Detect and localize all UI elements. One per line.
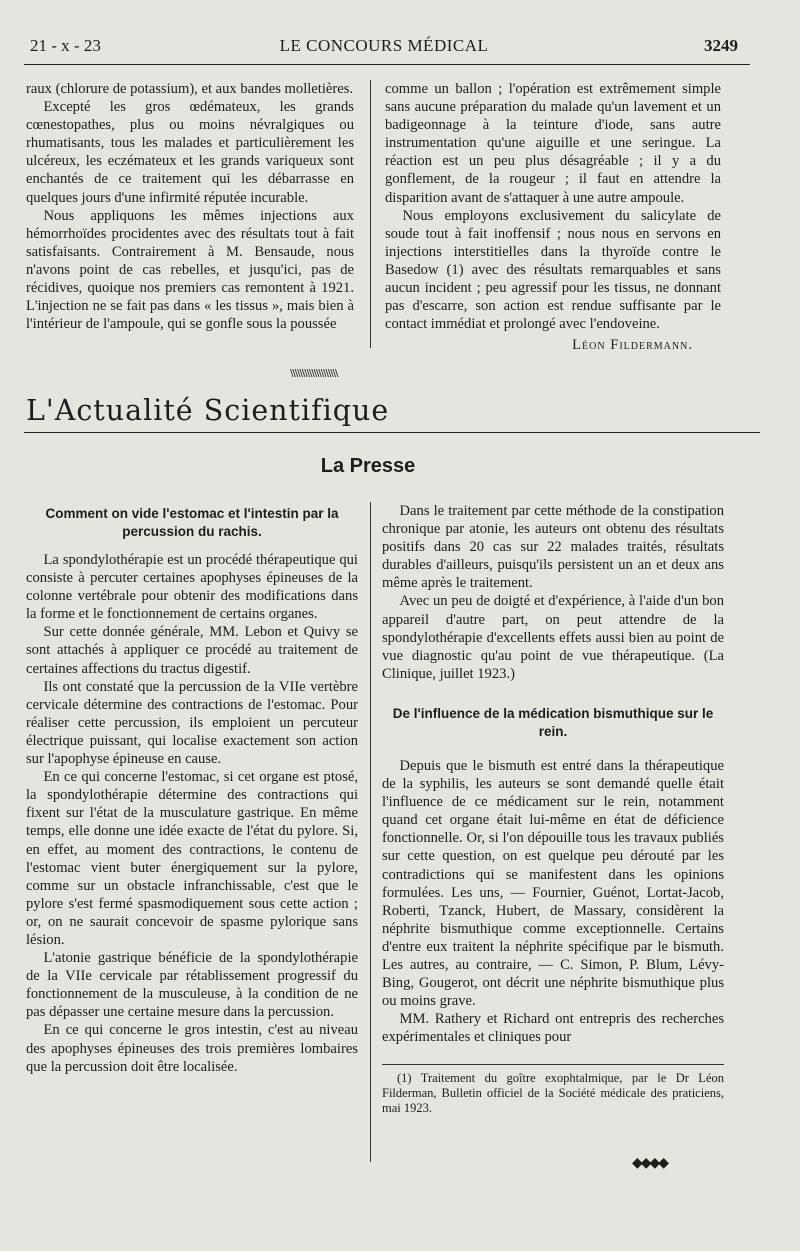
paragraph: Ils ont constaté que la percussion de la VIIe vertèbre cervicale détermine des contractions de l'estomac. Pour réaliser cette percussion, ils emploient un percuteur électrique puissant, qui localise exactement son action sur l'apophyse épineuse en cause. xyxy=(26,678,358,768)
citation: (La Clinique, juillet 1923.) xyxy=(382,647,724,682)
paragraph-text: Avec un peu de doigté et d'expérience, à l'aide d'un bon appareil d'autre part, on peut attendre de la spondylothérapie d'excellents effets aussi bien au point de vue diagnostic qu'au point de vue thérapeutique. xyxy=(382,593,724,664)
column-divider xyxy=(370,80,371,348)
decorative-rule: \\\\\\\\\\\\\\\\\\\\ xyxy=(290,368,338,379)
section-title: L'Actualité Scientifique xyxy=(26,394,390,427)
column-divider xyxy=(370,502,371,1162)
page-number: 3249 xyxy=(704,36,738,55)
section-subtitle: La Presse xyxy=(320,455,416,477)
footnote-rule xyxy=(382,1064,724,1065)
paragraph: L'atonie gastrique bénéficie de la spondylothérapie de la VIIe cervicale par rétablissement progressif du fonctionnement de la musculeuse, à la condition de ne pas dépasser une certaine mesure dans la percussion. xyxy=(26,950,358,1021)
header-rule xyxy=(24,64,750,65)
author-signature: Léon Fildermann. xyxy=(572,337,693,354)
section-rule xyxy=(24,432,760,433)
paragraph: Excepté les gros œdémateux, les grands cœnestopathes, plus ou moins névralgiques ou rhumatisants, tous les malades et particulièrement les ulcéreux, les eczémateux et les grands variqueux sont enchantés de ce traitement qui les débarrasse en quelques jours d'une infirmité réputée incurable. xyxy=(26,99,354,206)
top-article-left-column xyxy=(26,80,354,333)
paragraph: La spondylothérapie est un procédé thérapeutique qui consiste à percuter certaines apophyses épineuses de la colonne vertébrale pour obtenir des modifications dans la forme et le fonctionnement de certains organes. xyxy=(26,552,358,623)
journal-title: LE CONCOURS MÉDICAL xyxy=(279,36,489,55)
paragraph xyxy=(382,592,724,682)
paragraph: raux (chlorure de potassium), et aux bandes molletières. xyxy=(26,81,354,97)
article-right-column xyxy=(382,502,724,1116)
article1-left-column xyxy=(26,505,358,1076)
paragraph: Sur cette donnée générale, MM. Lebon et Quivy se sont attachés à appliquer ce procédé au traitement de certaines affections du tractus digestif. xyxy=(26,624,358,677)
end-ornament: ◆◆◆◆ xyxy=(632,1155,668,1171)
paragraph: Nous appliquons les mêmes injections aux hémorrhoïdes procidentes avec des résultats tout à fait satisfaisants. Contrairement à M. Bensaude, nous n'avons point de cas rebelles, et jusqu'ici, pas de récidives, quoique nos premiers cas remontent à 1921. L'injection ne se fait pas dans « les tissus », mais bien à l'intérieur de l'ampoule, qui se gonfle sous la poussée xyxy=(26,207,354,333)
paragraph: comme un ballon ; l'opération est extrêmement simple sans aucune préparation du malade qu'un lavement et un badigeonnage à la teinture d'iode, sans autre instrumentation qu'une aiguille et une seringue. La réaction est un peu plus désagréable ; il y a du gonflement, de la rougeur ; il faut en attendre la disparition avant de s'attaquer à une autre ampoule. xyxy=(385,81,721,206)
article-title: Comment on vide l'estomac et l'intestin par la percussion du rachis. xyxy=(45,506,339,539)
paragraph: En ce qui concerne l'estomac, si cet organe est ptosé, la spondylothérapie détermine des contractions qui fixent sur l'état de la musculature gastrique. En même temps, elle donne une idée exacte de l'état du pylore. Si, en effet, au moment des contractions, le contenu de l'estomac vient buter énergiquement sur la pylore, comme sur un obstacle infranchissable, c'est que le pylore s'est fermé spasmodiquement sous cette action ; or, on ne saurait concevoir de spasme pylorique sans lésion. xyxy=(26,769,358,948)
paragraph: Nous employons exclusivement du salicylate de soude tout à fait inoffensif ; nous nous en servons en injections interstitielles dans la thyroïde contre le Basedow (1) avec des résultats remarquables et sans aucun incident ; peu agressif pour les tissus, ne donnant pas d'escarre, son action est rendue suffisante par le contact immédiat et prolongé avec l'endoveine. xyxy=(385,207,721,333)
paragraph: En ce qui concerne le gros intestin, c'est au niveau des apophyses épineuses des trois premières lombaires que la percussion doit être localisée. xyxy=(26,1022,358,1075)
footnote: (1) Traitement du goître exophtalmique, par le Dr Léon Filderman, Bulletin officiel de la Société médicale des praticiens, mai 1923. xyxy=(382,1071,724,1116)
running-header xyxy=(30,36,738,62)
issue-date: 21 - x - 23 xyxy=(30,36,101,55)
article-title: De l'influence de la médication bismuthique sur le rein. xyxy=(392,705,714,739)
paragraph: Depuis que le bismuth est entré dans la thérapeutique de la syphilis, les auteurs se sont demandé quelle était l'influence de ce médicament sur le rein, notamment quand cet organe était lui-même en état de déficience fonctionnelle. Or, si l'on dépouille tous les travaux publiés sur cette question, on est quelque peu dérouté par les contradictions qui se manifestent dans les opinions formulées. Les uns, — Fournier, Guénot, Lortat-Jacob, Roberti, Tzanck, Hubert, de Massary, considèrent la néphrite bismuthique comme exceptionnelle. Certains d'entre eux traitent la néphrite spécifique par le bismuth. Les autres, au contraire, — C. Simon, P. Blum, Lévy-Bing, Gougerot, ont décrit une néphrite bismuthique plus ou moins grave. xyxy=(382,757,724,1010)
paragraph: Dans le traitement par cette méthode de la constipation chronique par atonie, les auteurs ont obtenu des résultats positifs dans 20 cas sur 22 malades traités, résultats durables d'ailleurs, puisqu'ils persistent un an et deux ans même après le traitement. xyxy=(382,503,724,592)
paragraph: MM. Rathery et Richard ont entrepris des recherches expérimentales et cliniques pour xyxy=(382,1011,724,1046)
top-article-right-column xyxy=(385,80,721,354)
